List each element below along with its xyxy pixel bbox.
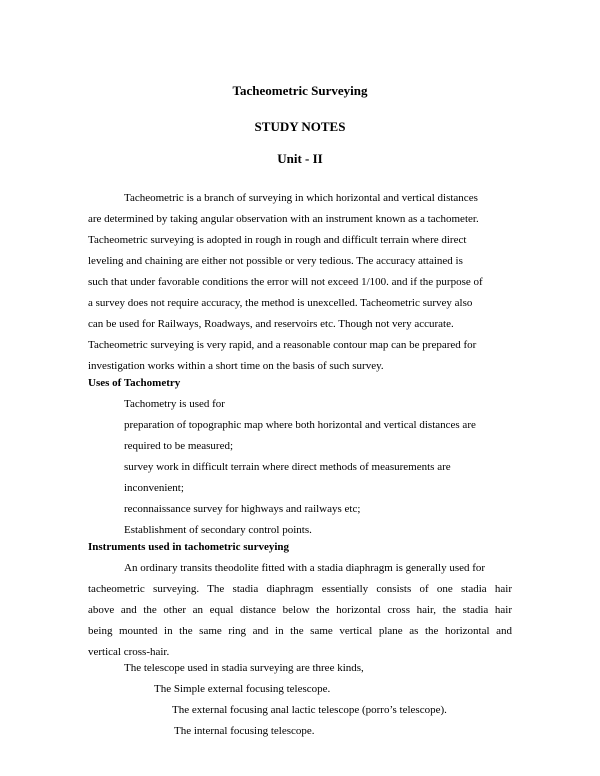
paragraph-line: Tacheometric surveying is very rapid, and a reasonable contour map can be prepared for <box>88 339 477 351</box>
document-title: Tacheometric Surveying <box>232 83 368 98</box>
section-heading: Uses of Tachometry <box>88 377 181 389</box>
paragraph-line: investigation works within a short time on the basis of such survey. <box>88 360 384 372</box>
section-heading: Instruments used in tachometric surveying <box>88 541 290 553</box>
paragraph-line: can be used for Railways, Roadways, and reservoirs etc. Though not very accurate. <box>88 318 454 330</box>
paragraph-line: The telescope used in stadia surveying are three kinds, <box>124 662 364 674</box>
list-item: reconnaissance survey for highways and railways etc; <box>124 503 361 515</box>
unit-label: Unit - II <box>277 151 323 166</box>
list-item: The Simple external focusing telescope. <box>154 683 331 695</box>
list-item: The internal focusing telescope. <box>174 725 315 737</box>
paragraph-line: leveling and chaining are either not possible or very tedious. The accuracy attained is <box>88 255 463 267</box>
paragraph-line: tacheometric surveying. The stadia diaphragm essentially consists of one stadia hair <box>88 583 512 595</box>
paragraph-line: above and the other an equal distance below the horizontal cross hair, the stadia hair <box>88 604 512 616</box>
document-subtitle: STUDY NOTES <box>254 119 346 134</box>
list-item: required to be measured; <box>124 440 234 452</box>
paragraph-line: being mounted in the same ring and in the same vertical plane as the horizontal and <box>88 625 512 637</box>
list-item: inconvenient; <box>124 482 184 494</box>
paragraph-line: vertical cross-hair. <box>88 646 170 658</box>
list-item: Establishment of secondary control points. <box>124 524 312 536</box>
paragraph-line: are determined by taking angular observation with an instrument known as a tachometer. <box>88 213 479 225</box>
paragraph-line: An ordinary transits theodolite fitted with a stadia diaphragm is generally used for <box>124 562 486 574</box>
paragraph-line: Tacheometric surveying is adopted in rough in rough and difficult terrain where direct <box>88 234 467 246</box>
list-item: The external focusing anal lactic telescope (porro’s telescope). <box>172 704 447 716</box>
list-item: preparation of topographic map where both horizontal and vertical distances are <box>124 419 476 431</box>
paragraph-line: such that under favorable conditions the error will not exceed 1/100. and if the purpose of <box>88 276 483 288</box>
list-item: survey work in difficult terrain where direct methods of measurements are <box>124 461 451 473</box>
paragraph-line: a survey does not require accuracy, the method is unexcelled. Tacheometric survey also <box>88 297 473 309</box>
list-item: Tachometry is used for <box>124 398 225 410</box>
paragraph-line: Tacheometric is a branch of surveying in which horizontal and vertical distances <box>124 192 478 204</box>
